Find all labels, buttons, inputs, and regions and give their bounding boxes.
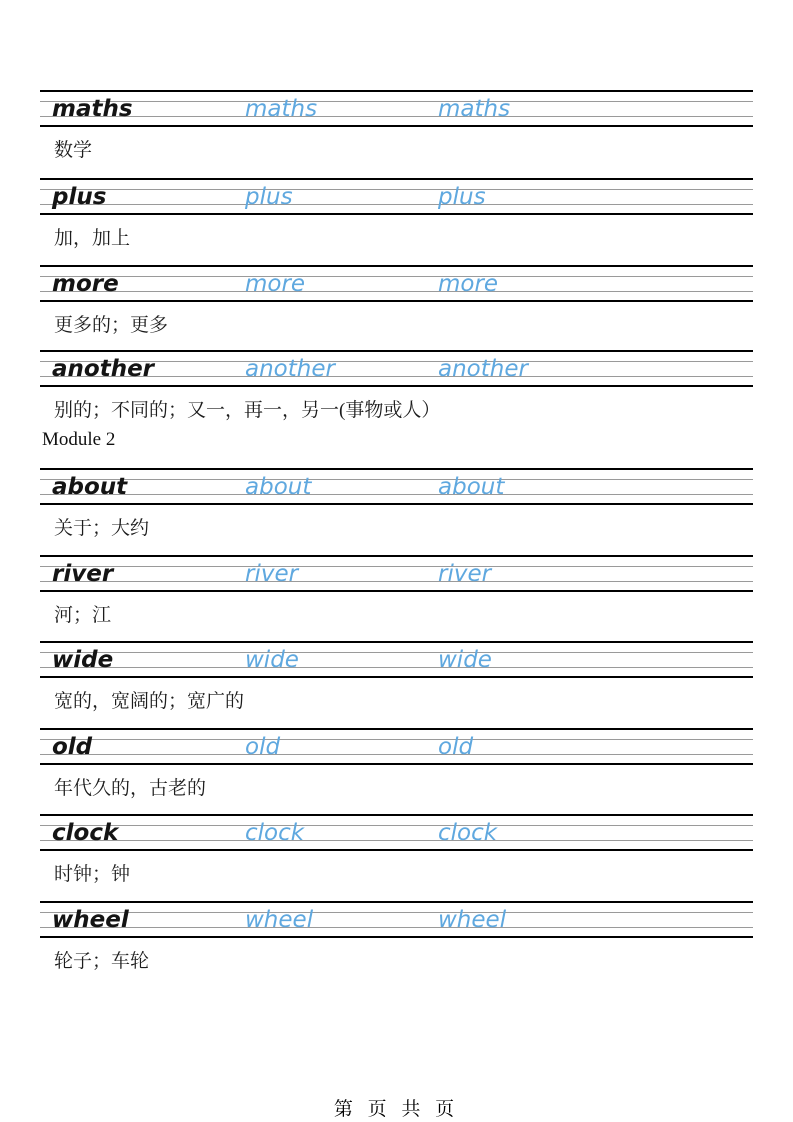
guide-line-baseline xyxy=(40,840,753,841)
guide-line-baseline xyxy=(40,204,753,205)
writing-guide xyxy=(40,901,753,938)
word-trace-2: wheel xyxy=(438,907,507,933)
word-meaning: 河；江 xyxy=(54,605,112,626)
writing-guide xyxy=(40,555,753,592)
writing-guide xyxy=(40,265,753,302)
guide-line-upper-mid xyxy=(40,189,753,190)
word-trace-2: river xyxy=(438,561,492,587)
vocab-entry xyxy=(40,641,753,712)
word-trace-1: more xyxy=(245,271,306,297)
word-black: another xyxy=(52,356,155,382)
word-meaning: 时钟；钟 xyxy=(54,864,131,885)
vocab-entry xyxy=(40,265,753,336)
guide-line-top xyxy=(40,728,753,730)
guide-line-upper-mid xyxy=(40,101,753,102)
guide-line-top xyxy=(40,90,753,92)
guide-line-bottom xyxy=(40,300,753,302)
guide-line-baseline xyxy=(40,116,753,117)
writing-guide xyxy=(40,814,753,851)
guide-line-upper-mid xyxy=(40,479,753,480)
word-trace-2: more xyxy=(438,271,499,297)
word-trace-2: another xyxy=(438,356,528,382)
guide-line-baseline xyxy=(40,494,753,495)
word-black: about xyxy=(52,474,128,500)
word-black: wide xyxy=(52,647,114,673)
word-black: maths xyxy=(52,96,133,122)
guide-line-top xyxy=(40,350,753,352)
vocab-entry xyxy=(40,728,753,799)
guide-line-upper-mid xyxy=(40,739,753,740)
vocab-entry xyxy=(40,178,753,249)
word-meaning: 数学 xyxy=(54,140,93,161)
word-black: more xyxy=(52,271,119,297)
guide-line-bottom xyxy=(40,676,753,678)
guide-line-bottom xyxy=(40,936,753,938)
vocab-entry xyxy=(40,814,753,885)
word-trace-1: maths xyxy=(245,96,318,122)
word-black: wheel xyxy=(52,907,129,933)
vocab-entry xyxy=(40,901,753,972)
guide-line-upper-mid xyxy=(40,825,753,826)
guide-line-baseline xyxy=(40,667,753,668)
guide-line-top xyxy=(40,901,753,903)
guide-line-top xyxy=(40,265,753,267)
word-trace-1: river xyxy=(245,561,299,587)
guide-line-top xyxy=(40,814,753,816)
vocab-entry xyxy=(40,90,753,161)
word-trace-2: wide xyxy=(438,647,492,673)
guide-line-bottom xyxy=(40,125,753,127)
writing-guide xyxy=(40,178,753,215)
writing-guide xyxy=(40,641,753,678)
guide-line-top xyxy=(40,468,753,470)
word-trace-2: about xyxy=(438,474,505,500)
word-trace-1: about xyxy=(245,474,312,500)
guide-line-bottom xyxy=(40,763,753,765)
guide-line-baseline xyxy=(40,754,753,755)
word-trace-1: wide xyxy=(245,647,299,673)
guide-line-bottom xyxy=(40,503,753,505)
word-trace-2: plus xyxy=(438,184,486,210)
guide-line-bottom xyxy=(40,385,753,387)
guide-line-upper-mid xyxy=(40,276,753,277)
guide-line-upper-mid xyxy=(40,652,753,653)
word-meaning: 加，加上 xyxy=(54,228,131,249)
word-black: old xyxy=(52,734,93,760)
word-meaning: 关于；大约 xyxy=(54,518,150,539)
page-footer: 第 页 共 页 xyxy=(333,1099,460,1120)
vocab-entry xyxy=(40,350,753,421)
word-black: plus xyxy=(52,184,107,210)
word-trace-1: old xyxy=(245,734,281,760)
word-meaning: 宽的，宽阔的；宽广的 xyxy=(54,691,245,712)
word-meaning: 别的；不同的；又一，再一，另一(事物或人） xyxy=(54,400,441,421)
word-trace-2: old xyxy=(438,734,474,760)
writing-guide xyxy=(40,468,753,505)
guide-line-baseline xyxy=(40,581,753,582)
guide-line-upper-mid xyxy=(40,566,753,567)
word-trace-1: wheel xyxy=(245,907,314,933)
word-black: clock xyxy=(52,820,119,846)
writing-guide xyxy=(40,90,753,127)
guide-line-baseline xyxy=(40,291,753,292)
word-meaning: 轮子；车轮 xyxy=(54,951,150,972)
guide-line-upper-mid xyxy=(40,912,753,913)
guide-line-top xyxy=(40,178,753,180)
word-trace-1: clock xyxy=(245,820,305,846)
vocab-entry xyxy=(40,468,753,539)
guide-line-baseline xyxy=(40,927,753,928)
word-trace-1: another xyxy=(245,356,335,382)
word-meaning: 年代久的，古老的 xyxy=(54,778,207,799)
writing-guide xyxy=(40,728,753,765)
word-black: river xyxy=(52,561,114,587)
word-meaning: 更多的；更多 xyxy=(54,315,169,336)
word-trace-2: maths xyxy=(438,96,511,122)
guide-line-bottom xyxy=(40,213,753,215)
guide-line-top xyxy=(40,641,753,643)
word-trace-1: plus xyxy=(245,184,293,210)
word-trace-2: clock xyxy=(438,820,498,846)
guide-line-bottom xyxy=(40,590,753,592)
vocab-entry xyxy=(40,555,753,626)
guide-line-top xyxy=(40,555,753,557)
module-heading: Module 2 xyxy=(42,429,116,450)
writing-guide xyxy=(40,350,753,387)
guide-line-bottom xyxy=(40,849,753,851)
